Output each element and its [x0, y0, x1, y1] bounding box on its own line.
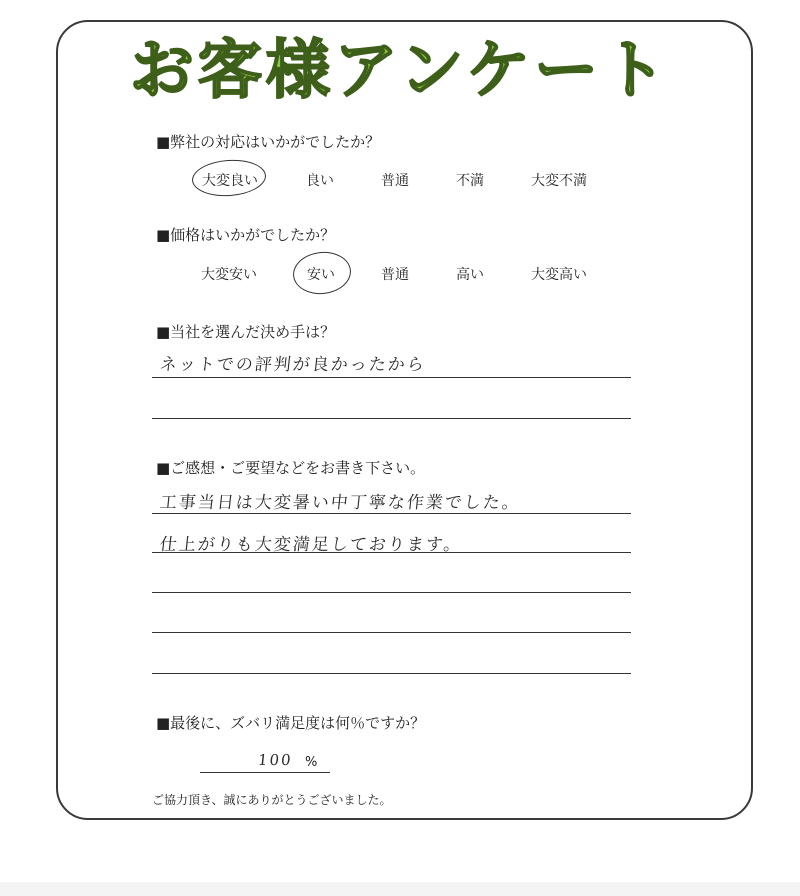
answer-line	[152, 552, 631, 553]
survey-title: お客様アンケート	[129, 34, 671, 108]
question-reason: ■当社を選んだ決め手は？	[156, 323, 336, 341]
question-satisfaction: ■最後に、ズバリ満足度は何％ですか？	[156, 714, 426, 732]
answer-line	[152, 632, 631, 633]
option-price-very-cheap[interactable]: 大変安い	[201, 267, 257, 283]
option-price-cheap[interactable]: 安い	[307, 267, 335, 283]
option-service-normal[interactable]: 普通	[381, 173, 409, 189]
satisfaction-unit: %	[305, 755, 318, 770]
option-service-dissatisfied[interactable]: 不満	[456, 173, 484, 189]
satisfaction-line	[200, 772, 330, 773]
thank-you-note: ご協力頂き、誠にありがとうございました。	[152, 793, 392, 807]
answer-line	[152, 377, 631, 378]
option-price-normal[interactable]: 普通	[381, 267, 409, 283]
answer-line	[152, 673, 631, 674]
question-price: ■価格はいかがでしたか？	[156, 226, 336, 244]
option-service-very-good[interactable]: 大変良い	[202, 173, 258, 189]
option-service-good[interactable]: 良い	[306, 173, 334, 189]
page-edge	[0, 882, 800, 896]
satisfaction-value: 100	[257, 751, 294, 769]
answer-line	[152, 592, 631, 593]
question-service: ■弊社の対応はいかがでしたか？	[156, 133, 381, 151]
answer-line	[152, 513, 631, 514]
question-comments: ■ご感想・ご要望などをお書き下さい。	[156, 459, 426, 477]
answer-reason-line-1: ネットでの評判が良かったから	[158, 355, 427, 375]
option-price-very-expensive[interactable]: 大変高い	[531, 267, 587, 283]
answer-comments-line-1: 工事当日は大変暑い中丁寧な作業でした。	[158, 493, 522, 513]
option-service-very-dissatisfied[interactable]: 大変不満	[531, 173, 587, 189]
option-price-expensive[interactable]: 高い	[456, 267, 484, 283]
answer-line	[152, 418, 631, 419]
answer-comments-line-2: 仕上がりも大変満足しております。	[158, 535, 464, 555]
